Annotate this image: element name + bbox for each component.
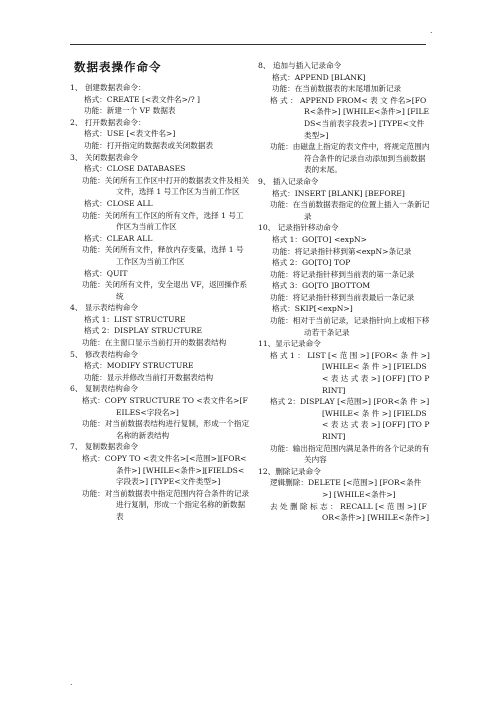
text-line: 功能：相对于当前记录，记录指针向上或相下移动若干条记录 bbox=[270, 316, 430, 337]
text-line: 功能：由磁盘上指定的表文件中，将规定范围内符合条件的记录自动添加到当前数据表的末尾。 bbox=[270, 142, 430, 175]
page-title: 数据表操作命令 bbox=[74, 60, 162, 74]
text-line: 功能：关闭所有工作区中打开的数据表文件及相关文件，选择 1 号工作区为当前工作区 bbox=[82, 175, 250, 197]
text-line: 7、 复制数据表命令 bbox=[70, 442, 138, 452]
text-line: 4、 显示表结构命令 bbox=[70, 303, 138, 313]
text-line: 2、 打开数据表命令： bbox=[70, 117, 146, 127]
text-line: 功能：输出指定范围内满足条件的各个记录的有关内容 bbox=[270, 443, 430, 465]
text-line: 格式：SKIP[<expN>] bbox=[272, 304, 353, 314]
text-line: 格式 1：LIST STRUCTURE bbox=[84, 314, 186, 324]
right-column bbox=[258, 60, 430, 524]
text-line: 功能：在当前数据表指定的位置上插入一条新记录 bbox=[270, 200, 430, 221]
text-line: 格式：COPY TO <表文件名>[<范围>][FOR<条件>] [WHILE<条件>][FIELDS<字段表>] [TYPE<文件类型>] bbox=[82, 454, 247, 487]
text-line: 功能：将记录指针移到当前表最后一条记录 bbox=[270, 292, 415, 302]
text-line: 功能：显示并修改当前打开数据表结构 bbox=[84, 372, 214, 382]
text-line: 格式：CLEAR ALL bbox=[84, 233, 153, 243]
footer-mark: . bbox=[70, 678, 73, 687]
text-line: 格式：CLOSE ALL bbox=[84, 198, 153, 208]
text-line: 10、 记录指针移动命令 bbox=[258, 223, 339, 233]
text-line: 功能：对当前数据表结构进行复制，形成一个指定名称的新表结构 bbox=[82, 419, 250, 440]
text-line: 功能：关闭所有文件，释放内存变量，选择 1 号工作区为当前工作区 bbox=[82, 245, 244, 266]
text-line: 11、显示记录命令 bbox=[258, 339, 321, 349]
text-line: 6、 复制表结构命令 bbox=[70, 384, 138, 394]
text-line: 格 式 1 ： LIST [< 范 围 >] [FOR< 条 件 >][WHILE< 条 件 >] [FIELDS< 表 达 式 表 >] [OFF] [TO PRINT] bbox=[270, 350, 430, 395]
text-line: 功能：新建一个 VF 数据表 bbox=[84, 106, 176, 116]
right-command-list bbox=[258, 60, 430, 524]
text-line: 格式 2：DISPLAY [<范围>] [FOR<条 件 >][WHILE< 条 件 >] [FIELDS< 表 达 式 表 >] [OFF] [TO PRINT] bbox=[270, 397, 430, 441]
text-line: 8、 追加与插入记录命令 bbox=[258, 61, 342, 70]
text-line: 去 处 删 除 标 志 ： RECALL [< 范 围 >] [FOR<条件>] [WHILE<条件>] bbox=[270, 501, 430, 523]
text-line: 格 式 ： APPEND FROM< 表 文 件名>[FOR<条件>] [WHILE<条件>] [FILEDS<当前表字段表>] [TYPE<文件类型>] bbox=[270, 95, 430, 140]
text-line: 5、 修改表结构命令 bbox=[70, 349, 138, 359]
text-line: 格式 2：GO[TO] TOP bbox=[272, 258, 351, 268]
text-line: 12、删除记录命令 bbox=[258, 466, 321, 476]
text-line: 格式：APPEND [BLANK] bbox=[272, 72, 366, 82]
text-line: 3、 关闭数据表命令 bbox=[70, 152, 138, 162]
left-command-list bbox=[70, 82, 250, 523]
text-line: 功能：打开指定的数据表或关闭数据表 bbox=[84, 140, 214, 150]
text-line: 9、 插入记录命令 bbox=[258, 176, 319, 186]
text-line: 功能：在当前数据表的末尾增加新记录 bbox=[272, 84, 402, 94]
left-column bbox=[70, 60, 250, 523]
text-line: 格式：INSERT [BLANK] [BEFORE] bbox=[272, 188, 405, 198]
text-line: 功能：关闭所有工作区的所有文件，选择 1 号工作区为当前工作区 bbox=[82, 210, 244, 232]
header-mark: . bbox=[430, 26, 433, 35]
text-line: 功能：对当前数据表中指定范围内符合条件的记录进行复制，形成一个指定名称的新数据表 bbox=[82, 488, 250, 521]
text-line: 功能：将记录指针移到当前表的第一条记录 bbox=[270, 269, 415, 279]
text-line: 1、 创建数据表命令： bbox=[70, 83, 146, 92]
text-line: 逻辑删除：DELETE [<范围>] [FOR<条件>] [WHILE<条件>] bbox=[270, 478, 422, 499]
text-line: 格式：CLOSE DATABASES bbox=[84, 164, 186, 174]
text-line: 格式：USE [<表文件名>] bbox=[84, 129, 176, 139]
header-rule bbox=[70, 44, 426, 45]
text-line: 功能：在主窗口显示当前打开的数据表结构 bbox=[82, 338, 227, 348]
text-line: 格式：MODIFY STRUCTURE bbox=[84, 361, 194, 371]
text-line: 格式 2：DISPLAY STRUCTURE bbox=[84, 326, 202, 336]
text-line: 格式 3：GO[TO ]BOTTOM bbox=[272, 281, 371, 291]
text-line: 格式：QUIT bbox=[84, 268, 128, 278]
text-line: 格式 1：GO[TO] <expN> bbox=[272, 234, 367, 244]
text-line: 格式：CREATE [<表文件名>/? ] bbox=[84, 94, 201, 104]
text-line: 功能：将记录指针移到第<expN>条记录 bbox=[272, 246, 412, 256]
text-line: 功能：关闭所有文件，安全退出 VF，返回操作系统 bbox=[82, 280, 248, 301]
text-line: 格式：COPY STRUCTURE TO <表文件名>[FEILES<字段名>] bbox=[82, 396, 248, 417]
